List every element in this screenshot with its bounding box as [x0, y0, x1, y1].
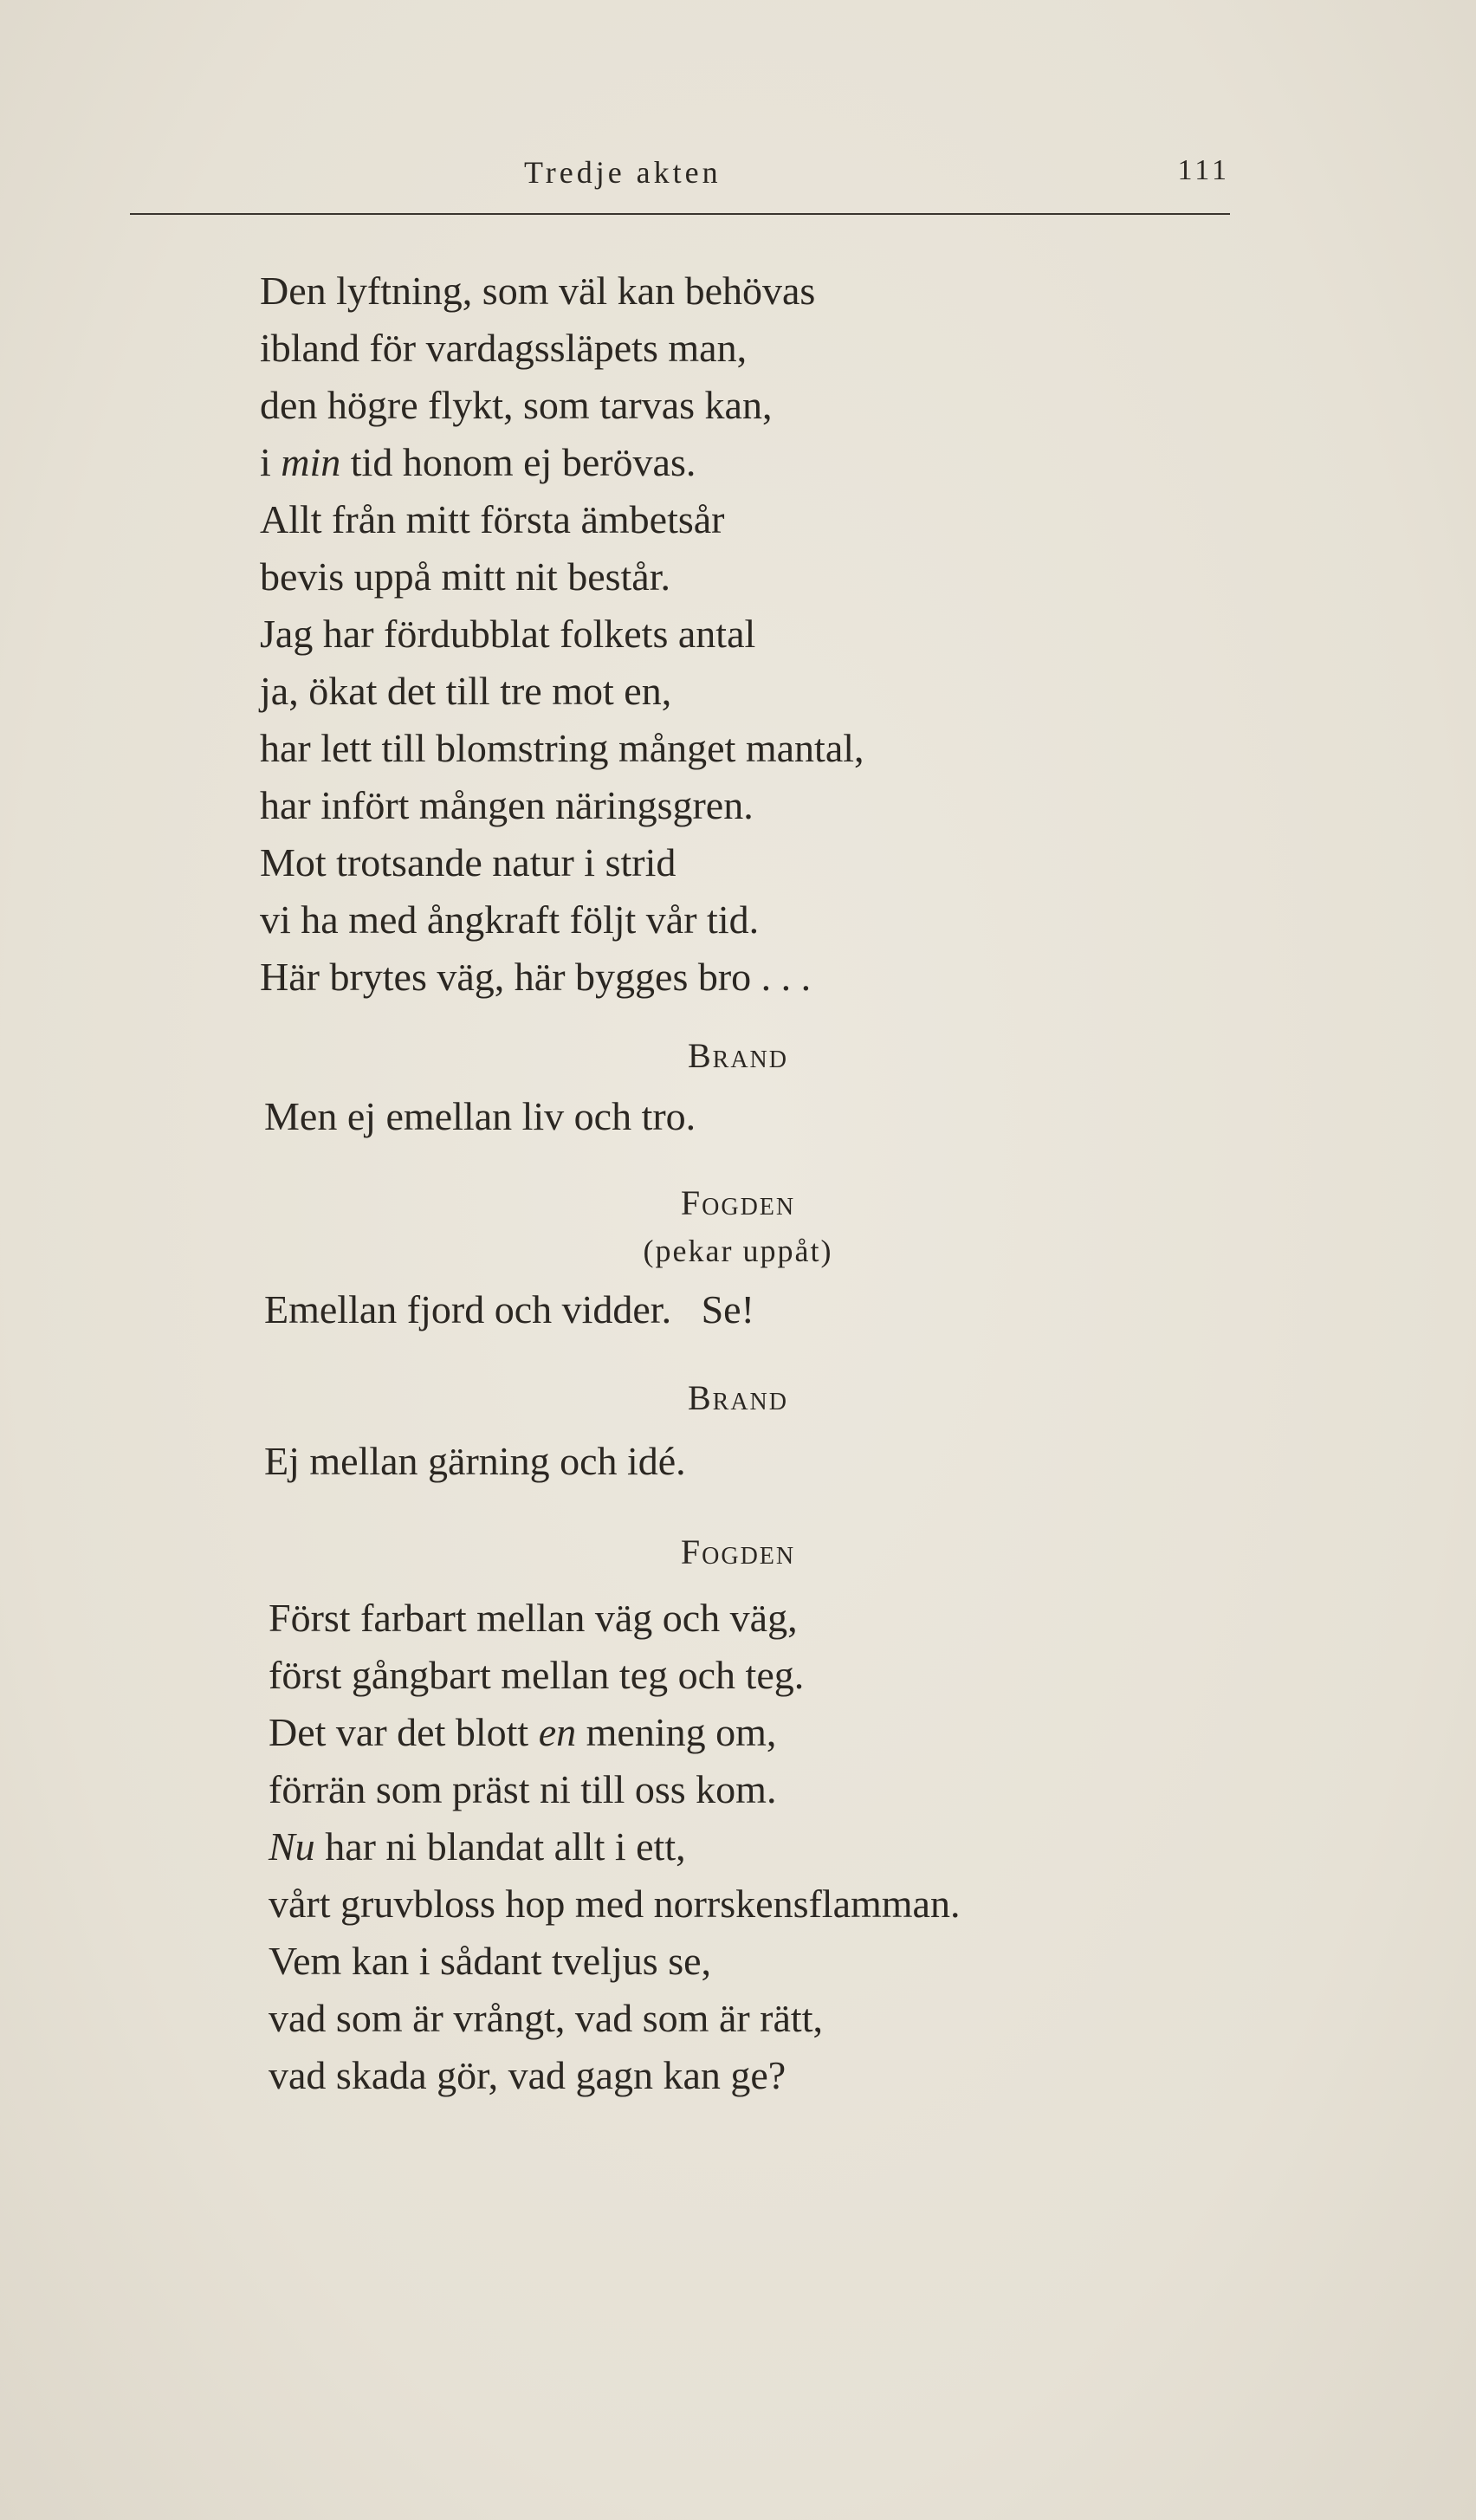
verse-line-fogden-1: Emellan fjord och vidder. Se!: [264, 1287, 754, 1331]
verse-text: Det var det blott: [269, 1710, 539, 1754]
verse-line: Den lyftning, som väl kan behövas: [260, 269, 816, 313]
verse-line: förrän som präst ni till oss kom.: [269, 1767, 777, 1811]
verse-text: tid honom ej berövas.: [340, 440, 696, 484]
header-rule: [130, 213, 1230, 215]
verse-line: först gångbart mellan teg och teg.: [269, 1653, 805, 1697]
verse-line: [269, 1704, 960, 1761]
speaker-fogden-1: Fogden: [680, 1183, 796, 1222]
verse-line-brand-2: Ej mellan gärning och idé.: [264, 1439, 686, 1483]
page-number: 111: [1177, 154, 1230, 186]
verse-line: Allt från mitt första ämbetsår: [260, 497, 725, 541]
verse-line: har lett till blomstring månget mantal,: [260, 726, 864, 770]
verse-line-brand-1: Men ej emellan liv och tro.: [264, 1094, 696, 1138]
emphasized-word: min: [281, 440, 341, 484]
verse-block-1: [260, 262, 864, 1006]
verse-block-fogden-2: [269, 1590, 960, 2104]
speaker-brand-1: Brand: [687, 1036, 789, 1075]
verse-line: Vem kan i sådant tveljus se,: [269, 1939, 712, 1983]
verse-line: den högre flykt, som tarvas kan,: [260, 383, 773, 427]
speaker-fogden-2: Fogden: [680, 1532, 796, 1571]
header-title: Tredje akten: [524, 155, 722, 190]
verse-line: [269, 1818, 960, 1875]
verse-line: Först farbart mellan väg och väg,: [269, 1596, 798, 1640]
verse-line: ja, ökat det till tre mot en,: [260, 669, 672, 713]
verse-line: vad skada gör, vad gagn kan ge?: [269, 2053, 787, 2097]
emphasized-word: Nu: [269, 1824, 315, 1869]
verse-line: bevis uppå mitt nit består.: [260, 554, 670, 599]
verse-line: Jag har fördubblat folkets antal: [260, 612, 756, 656]
verse-line: [260, 434, 864, 491]
verse-line: Här brytes väg, här bygges bro . . .: [260, 955, 812, 999]
stage-direction: (pekar uppåt): [643, 1234, 833, 1268]
verse-text: har ni blandat allt i ett,: [314, 1824, 686, 1869]
verse-line: vi ha med ångkraft följt vår tid.: [260, 897, 760, 942]
running-header: [130, 154, 1230, 215]
verse-text: i: [260, 440, 282, 484]
emphasized-word: en: [538, 1710, 577, 1754]
verse-line: vad som är vrångt, vad som är rätt,: [269, 1996, 823, 2040]
verse-line: vårt gruvbloss hop med norrskensflamman.: [269, 1882, 961, 1926]
speaker-brand-2: Brand: [687, 1378, 789, 1417]
verse-line: ibland för vardagssläpets man,: [260, 326, 748, 370]
verse-line: har infört mången näringsgren.: [260, 783, 754, 827]
verse-text: mening om,: [576, 1710, 777, 1754]
verse-line: Mot trotsande natur i strid: [260, 840, 676, 884]
